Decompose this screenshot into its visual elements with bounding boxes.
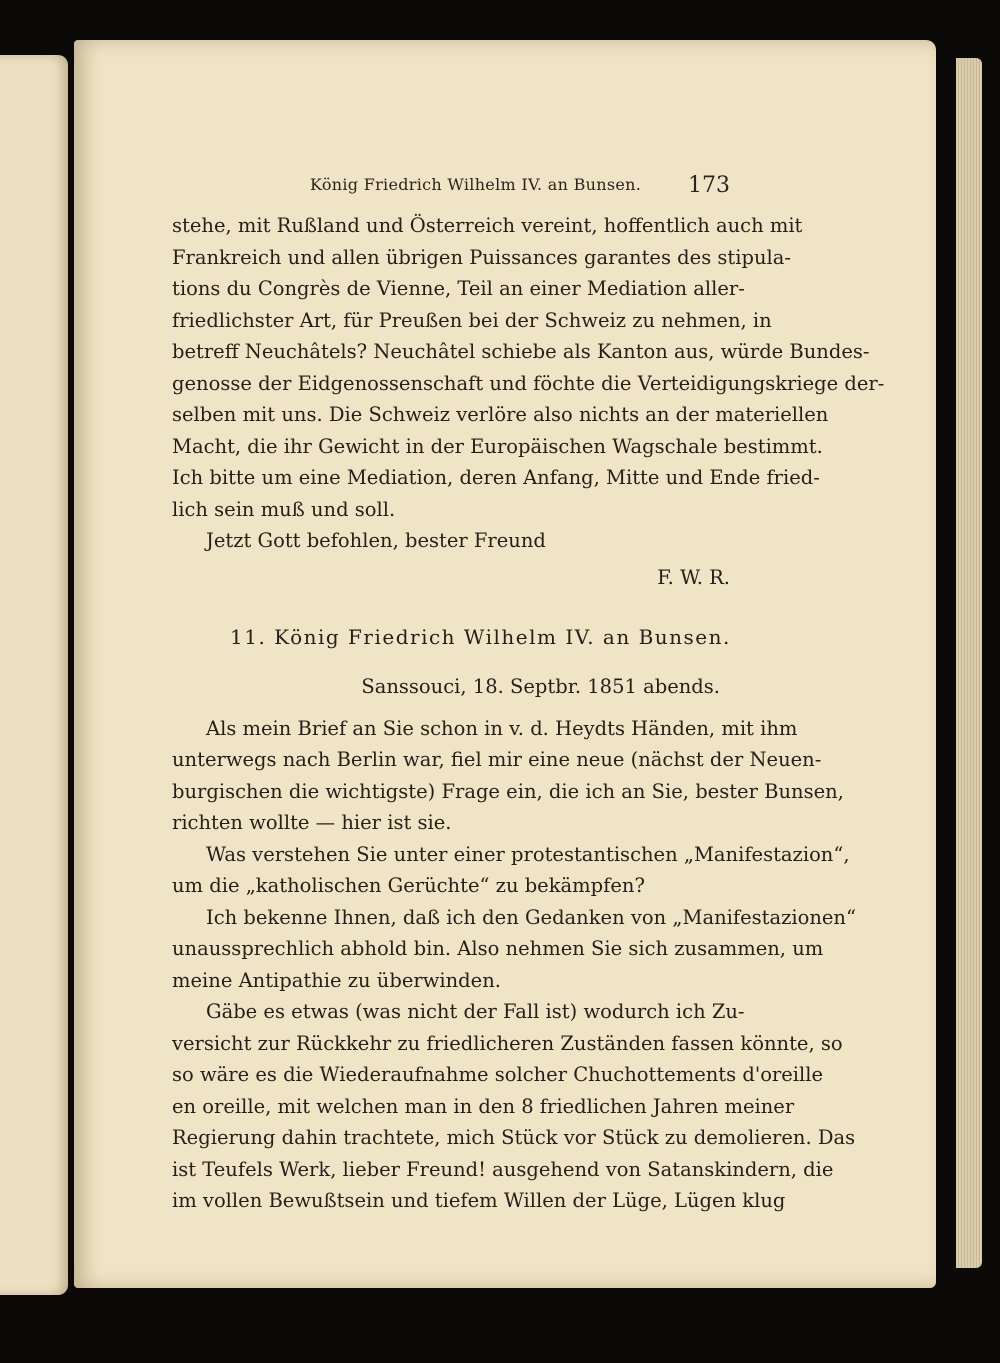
paragraph-4 — [172, 902, 856, 997]
text-line: stehe, mit Rußland und Österreich vereint, hoffentlich auch mit — [172, 214, 803, 237]
text-line: selben mit uns. Die Schweiz verlöre also nichts an der materiellen — [172, 403, 829, 426]
text-line: Gäbe es etwas (was nicht der Fall ist) wodurch ich Zu- — [206, 1000, 745, 1023]
section-heading: 11. König Friedrich Wilhelm IV. an Bunsen. — [230, 624, 731, 649]
page-fore-edge — [956, 58, 982, 1268]
text-line: burgischen die wichtigste) Frage ein, die ich an Sie, bester Bunsen, — [172, 779, 844, 803]
signature: F. W. R. — [657, 565, 730, 589]
text-line: lich sein muß und soll. — [172, 497, 396, 521]
page-text — [172, 210, 885, 1217]
text-line: meine Antipathie zu überwinden. — [172, 968, 501, 992]
text-line: unterwegs nach Berlin war, fiel mir eine neue (nächst der Neuen- — [172, 748, 822, 771]
page-number: 173 — [688, 173, 730, 198]
dateline: Sanssouci, 18. Septbr. 1851 abends. — [361, 674, 720, 698]
text-line: versicht zur Rückkehr zu friedlicheren Zuständen fassen könnte, so — [172, 1031, 843, 1055]
text-line: betreff Neuchâtels? Neuchâtel schiebe als Kanton aus, würde Bundes- — [172, 340, 870, 363]
closing-line: Jetzt Gott befohlen, bester Freund — [206, 529, 546, 552]
text-line: Frankreich und allen übrigen Puissances garantes des stipula- — [172, 245, 791, 269]
text-line: friedlichster Art, für Preußen bei der Schweiz zu nehmen, in — [172, 308, 772, 332]
text-line: im vollen Bewußtsein und tiefem Willen der Lüge, Lügen klug — [172, 1189, 786, 1212]
text-line: so wäre es die Wiederaufnahme solcher Chuchottements d'oreille — [172, 1063, 824, 1086]
text-line: genosse der Eidgenossenschaft und föchte die Verteidigungskriege der- — [172, 371, 885, 395]
text-line: um die „katholischen Gerüchte“ zu bekämpfen? — [172, 874, 645, 897]
facing-page-edge — [0, 55, 68, 1295]
paragraph-2 — [172, 713, 844, 839]
text-line: Regierung dahin trachtete, mich Stück vor Stück zu demolieren. Das — [172, 1126, 856, 1149]
text-line: Ich bitte um eine Mediation, deren Anfang, Mitte und Ende fried- — [172, 466, 820, 489]
text-line: unaussprechlich abhold bin. Also nehmen Sie sich zusammen, um — [172, 937, 824, 960]
running-title: König Friedrich Wilhelm IV. an Bunsen. — [310, 175, 642, 194]
text-line: Als mein Brief an Sie schon in v. d. Heydts Händen, mit ihm — [206, 716, 798, 740]
text-line: ist Teufels Werk, lieber Freund! ausgehend von Satanskindern, die — [172, 1157, 834, 1181]
text-line: tions du Congrès de Vienne, Teil an einer Mediation aller- — [172, 277, 745, 300]
paragraph-5 — [172, 996, 856, 1217]
text-line: Macht, die ihr Gewicht in der Europäischen Wagschale bestimmt. — [172, 434, 823, 458]
text-line: richten wollte — hier ist sie. — [172, 811, 452, 834]
text-line: Ich bekenne Ihnen, daß ich den Gedanken von „Manifestazionen“ — [206, 905, 856, 929]
paragraph-3 — [172, 839, 850, 902]
text-line: en oreille, mit welchen man in den 8 friedlichen Jahren meiner — [172, 1094, 795, 1118]
text-line: Was verstehen Sie unter einer protestantischen „Manifestazion“, — [206, 842, 850, 866]
paragraph-1 — [172, 210, 885, 525]
